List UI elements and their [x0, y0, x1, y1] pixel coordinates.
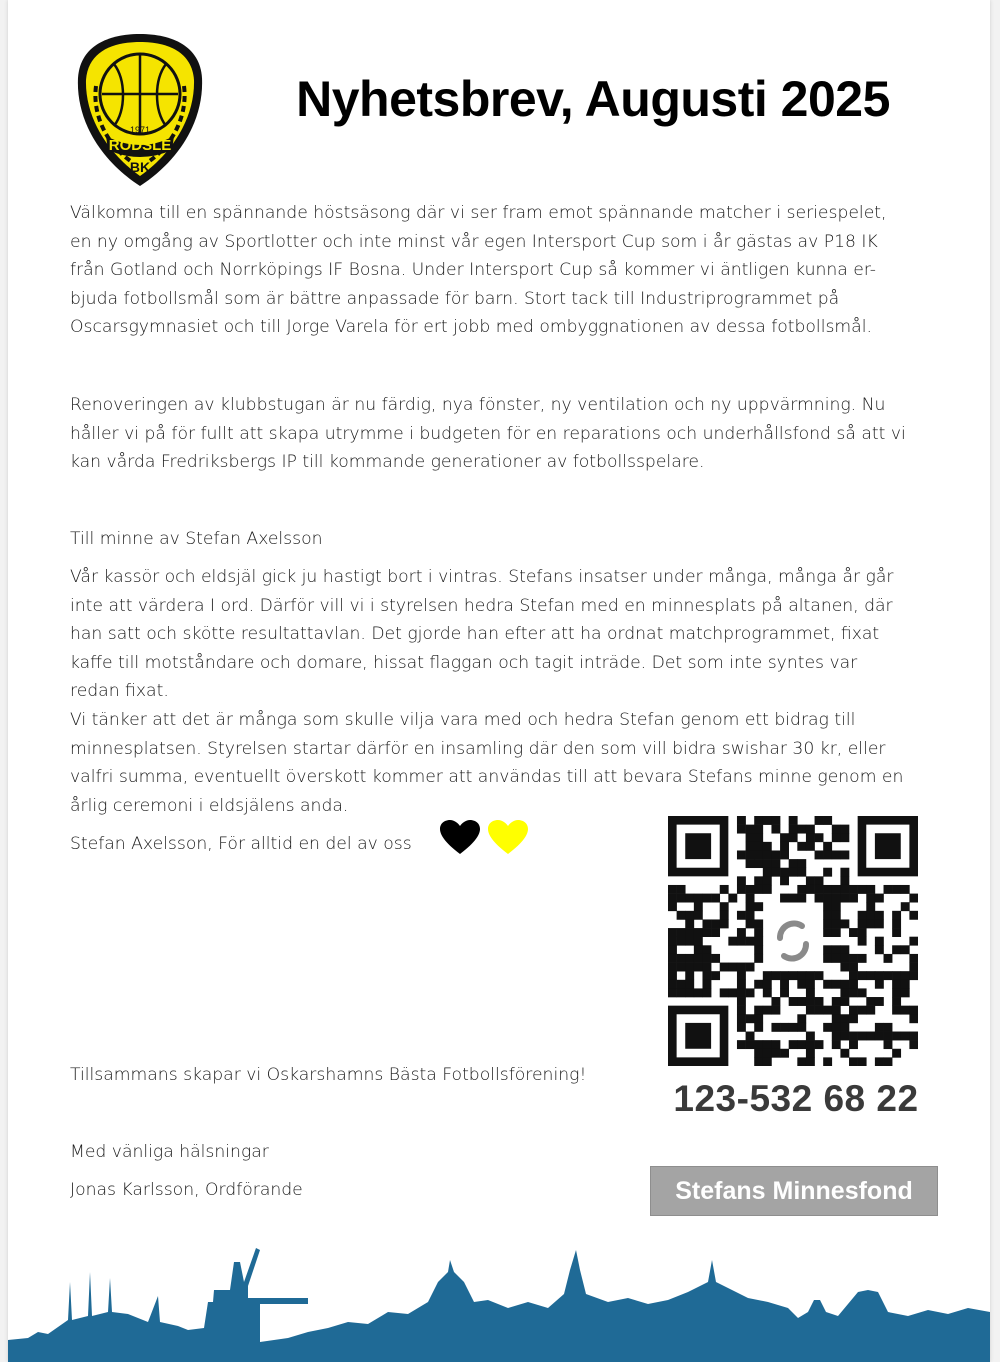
memorial-heading: Till minne av Stefan Axelsson	[70, 529, 323, 549]
memorial-paragraph-1: Vår kassör och eldsjäl gick ju hastigt bort i vintras. Stefans insatser under många, många år går inte att värdera I ord. Därför vill vi i styrelsen hedra Stefan med en minnesplats på altanen, där han satt och skötte resultattavlan. Det gjorde han efter att ha ordnat matchprogrammet, fixat kaffe till motståndare och domare, hissat flaggan och tagit inträde. Det som inte syntes var redan fixat.	[70, 567, 894, 702]
swish-number: 123-532 68 22	[673, 1078, 919, 1119]
memorial-tagline: Stefan Axelsson, För alltid en del av oss	[70, 834, 412, 854]
city-skyline-icon	[8, 1242, 990, 1362]
intro-paragraph: Välkomna till en spännande höstsäsong där vi ser fram emot spännande matcher i seriespelet, en ny omgång av Sportlotter och inte minst vår egen Intersport Cup som i år gästas av P18 IK från Gotland och Norrköpings IF Bosna. Under Intersport Cup så kommer vi äntligen kunna er- bjuda fotbollsmål som är bättre anpassade för barn. Stort tack till Industriprogrammet på Oscarsgymnasiet och till Jorge Varela för ert jobb med ombyggnationen av dessa fotbollsmål.	[70, 203, 887, 338]
hearts-icon	[438, 820, 532, 856]
club-logo-icon	[72, 30, 208, 190]
logo-year: 1971	[129, 125, 151, 135]
page-title: Nyhetsbrev, Augusti 2025	[296, 71, 890, 127]
qr-code-icon[interactable]	[668, 816, 918, 1066]
black-heart-icon	[440, 820, 480, 854]
memorial-paragraph-2: Vi tänker att det är många som skulle vilja vara med och hedra Stefan genom ett bidrag till minnesplatsen. Styrelsen startar därför en insamling där den som vill bidra swishar 30 kr, eller valfri summa, eventuellt överskott kommer att användas till att bevara Stefans minne genom en årlig ceremoni i eldsjälens anda.	[70, 710, 904, 816]
renovation-paragraph: Renoveringen av klubbstugan är nu färdig, nya fönster, ny ventilation och ny uppvärmning. Nu håller vi på för fullt att skapa utrymme i budgeten för en reparations och underhållsfond så att vi kan vårda Fredriksbergs IP till kommande generationer av fotbollsspelare.	[70, 395, 906, 473]
logo-abbr: BK	[129, 159, 151, 175]
newsletter-page	[8, 0, 990, 1362]
logo-name: RÖDSLE	[108, 137, 172, 154]
yellow-heart-icon	[488, 820, 528, 854]
slogan: Tillsammans skapar vi Oskarshamns Bästa Fotbollsförening!	[70, 1065, 587, 1085]
fund-badge	[650, 1166, 938, 1216]
signature: Jonas Karlsson, Ordförande	[70, 1180, 303, 1200]
fund-label: Stefans Minnesfond	[675, 1176, 913, 1205]
greeting: Med vänliga hälsningar	[70, 1142, 269, 1162]
